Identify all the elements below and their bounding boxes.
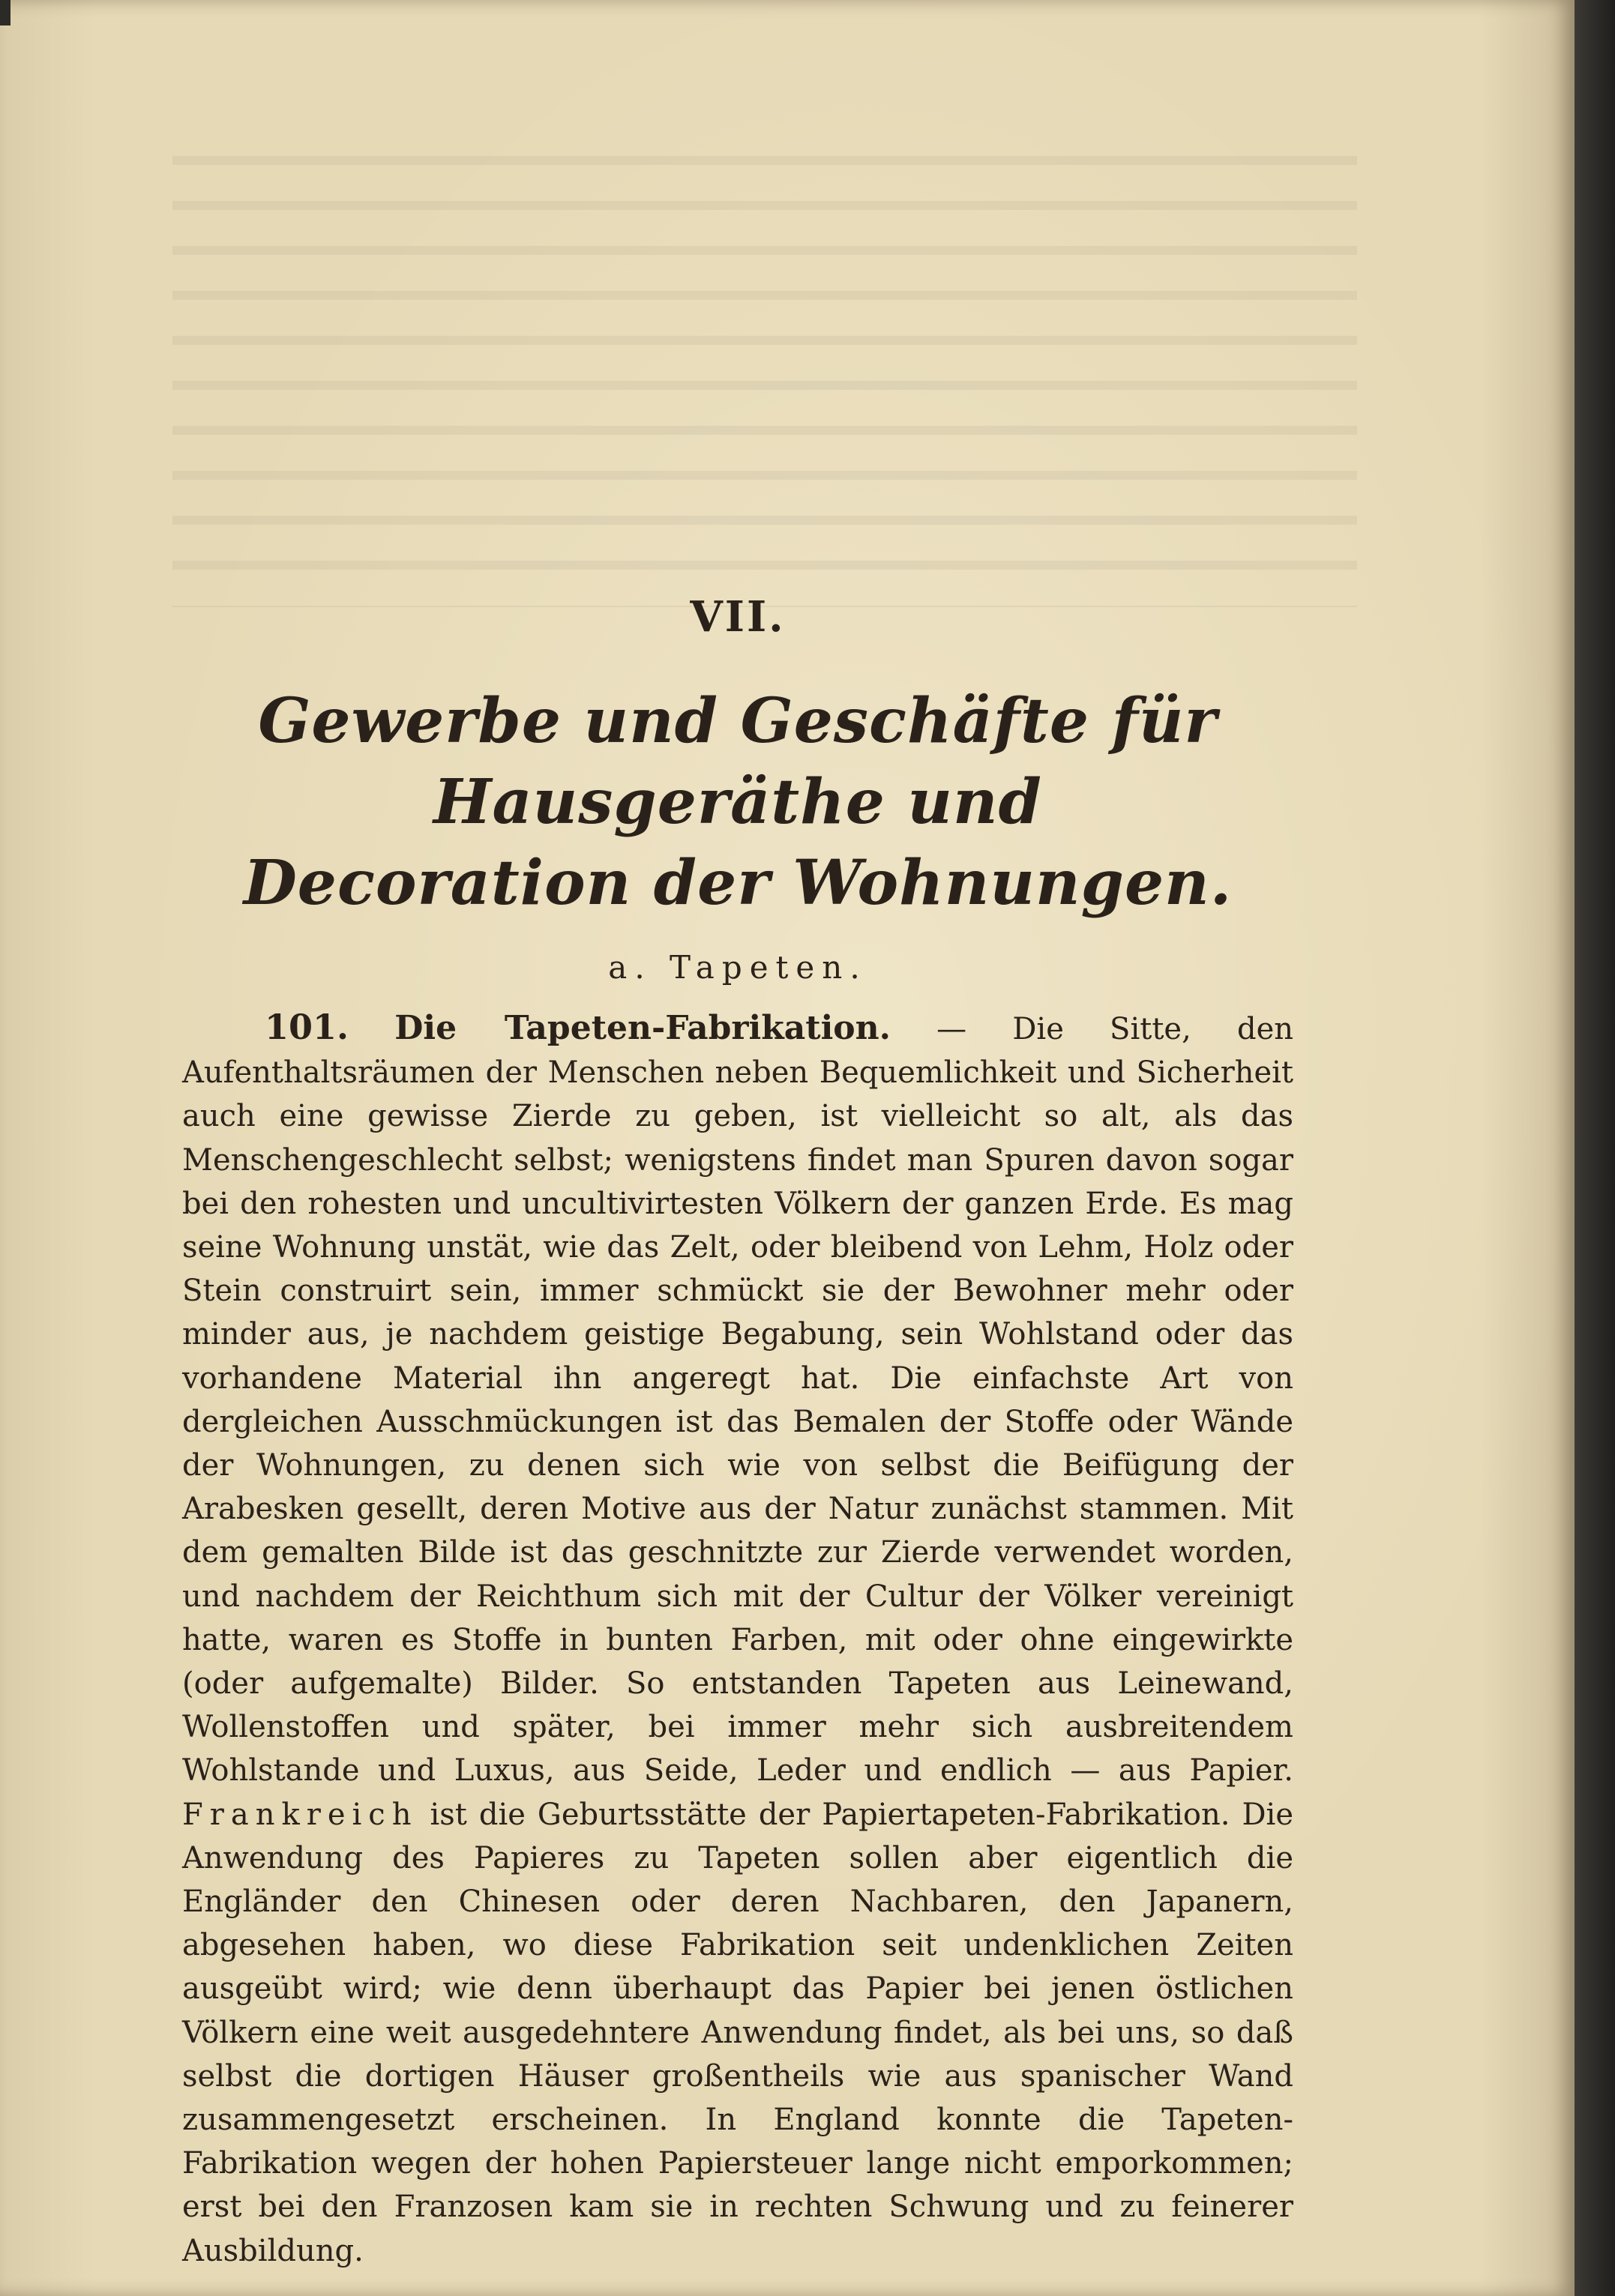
- paragraph-heading: Die Tapeten-Fabrikation.: [394, 1009, 891, 1047]
- emphasis-frankreich: Frankreich: [182, 1797, 418, 1832]
- scan-edge: [1575, 0, 1615, 2296]
- paragraph-text-2: ist die Geburtsstätte der Papiertapeten-Fabrikation. Die Anwendung des Papieres zu Tapeten sollen aber eigentlich die Engländer den Chinesen oder deren Nachbaren, den Japanern, abgesehen haben, wo diese Fabrikation seit undenklichen Zeiten ausgeübt wird; wie denn überhaupt das Papier bei jenen östlichen Völkern eine weit ausgedehntere Anwendung findet, als bei uns, so daß selbst die dortigen Häuser großentheils wie aus spanischer Wand zusammengesetzt erscheinen. In England konnte die Tapeten-Fabrikation wegen der hohen Papiersteuer lange nicht emporkommen; erst bei den Franzosen kam sie in rechten Schwung und zu feinerer Ausbildung.: [182, 1797, 1293, 2268]
- section-title: a. Tapeten.: [608, 949, 867, 986]
- paragraph-dash: —: [890, 1012, 1013, 1046]
- chapter-title-line-1: Gewerbe und Geschäfte für Hausgeräthe und: [258, 685, 1218, 838]
- chapter-numeral: VII.: [690, 592, 786, 642]
- chapter-title-line-2: Decoration der Wohnungen.: [243, 847, 1233, 919]
- body-paragraph: [182, 1005, 1293, 2273]
- page-content: [182, 592, 1293, 2273]
- bleed-through-text: [172, 120, 1357, 607]
- scan-corner-mark: [0, 0, 10, 25]
- chapter-title: [182, 681, 1293, 923]
- paragraph-number: 101.: [265, 1007, 349, 1047]
- paragraph-text-1: Die Sitte, den Aufenthaltsräumen der Menschen neben Bequemlichkeit und Sicherheit auch eine gewisse Zierde zu geben, ist vielleicht so alt, als das Menschengeschlecht selbst; wenigstens findet man Spuren davon sogar bei den rohesten und uncultivirtesten Völkern der ganzen Erde. Es mag seine Wohnung unstät, wie das Zelt, oder bleibend von Lehm, Holz oder Stein construirt sein, immer schmückt sie der Bewohner mehr oder minder aus, je nachdem geistige Begabung, sein Wohlstand oder das vorhandene Material ihn angeregt hat. Die einfachste Art von dergleichen Ausschmückungen ist das Bemalen der Stoffe oder Wände der Wohnungen, zu denen sich wie von selbst die Beifügung der Arabesken gesellt, deren Motive aus der Natur zunächst stammen. Mit dem gemalten Bilde ist das geschnitzte zur Zierde verwendet worden, und nachdem der Reichthum sich mit der Cultur der Völker vereinigt hatte, waren es Stoffe in bunten Farben, mit oder ohne eingewirkte (oder aufgemalte) Bilder. So entstanden Tapeten aus Leinewand, Wollenstoffen und später, bei immer mehr sich ausbreitendem Wohlstande und Luxus, aus Seide, Leder und endlich — aus Papier.: [182, 1012, 1293, 1789]
